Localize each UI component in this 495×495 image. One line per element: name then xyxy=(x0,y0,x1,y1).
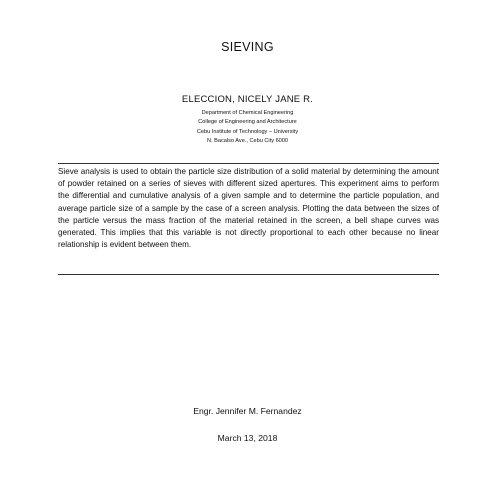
abstract-top-rule xyxy=(58,163,439,164)
author-affiliation xyxy=(0,109,495,146)
affiliation-institution: Cebu Institute of Technology – University xyxy=(196,128,299,135)
abstract-bottom-rule xyxy=(58,274,439,275)
author-name: ELECCION, NICELY JANE R. xyxy=(181,94,314,105)
affiliation-college: College of Engineering and Architecture xyxy=(198,119,297,126)
submission-date: March 13, 2018 xyxy=(217,433,278,443)
affiliation-address: N. Bacalso Ave., Cebu City 6000 xyxy=(206,137,289,144)
abstract-text: Sieve analysis is used to obtain the particle size distribution of a solid material by determining the amount of powder retained on a series of sieves with different sized apertures. This experiment aims to perform the differential and cumulative analysis of a given sample and to determine the particle population, and average particle size of a sample by the case of a screen analysis. Plotting the data between the sizes of the particle versus the mass fraction of the material retained in the screen, a bell shape curves was generated. This implies that this variable is not directly proportional to each other because no linear relationship is evident between them. xyxy=(58,167,439,250)
instructor-name: Engr. Jennifer M. Fernandez xyxy=(193,406,302,416)
affiliation-department: Department of Chemical Engineering xyxy=(201,110,294,116)
paper-title: SIEVING xyxy=(221,40,274,54)
